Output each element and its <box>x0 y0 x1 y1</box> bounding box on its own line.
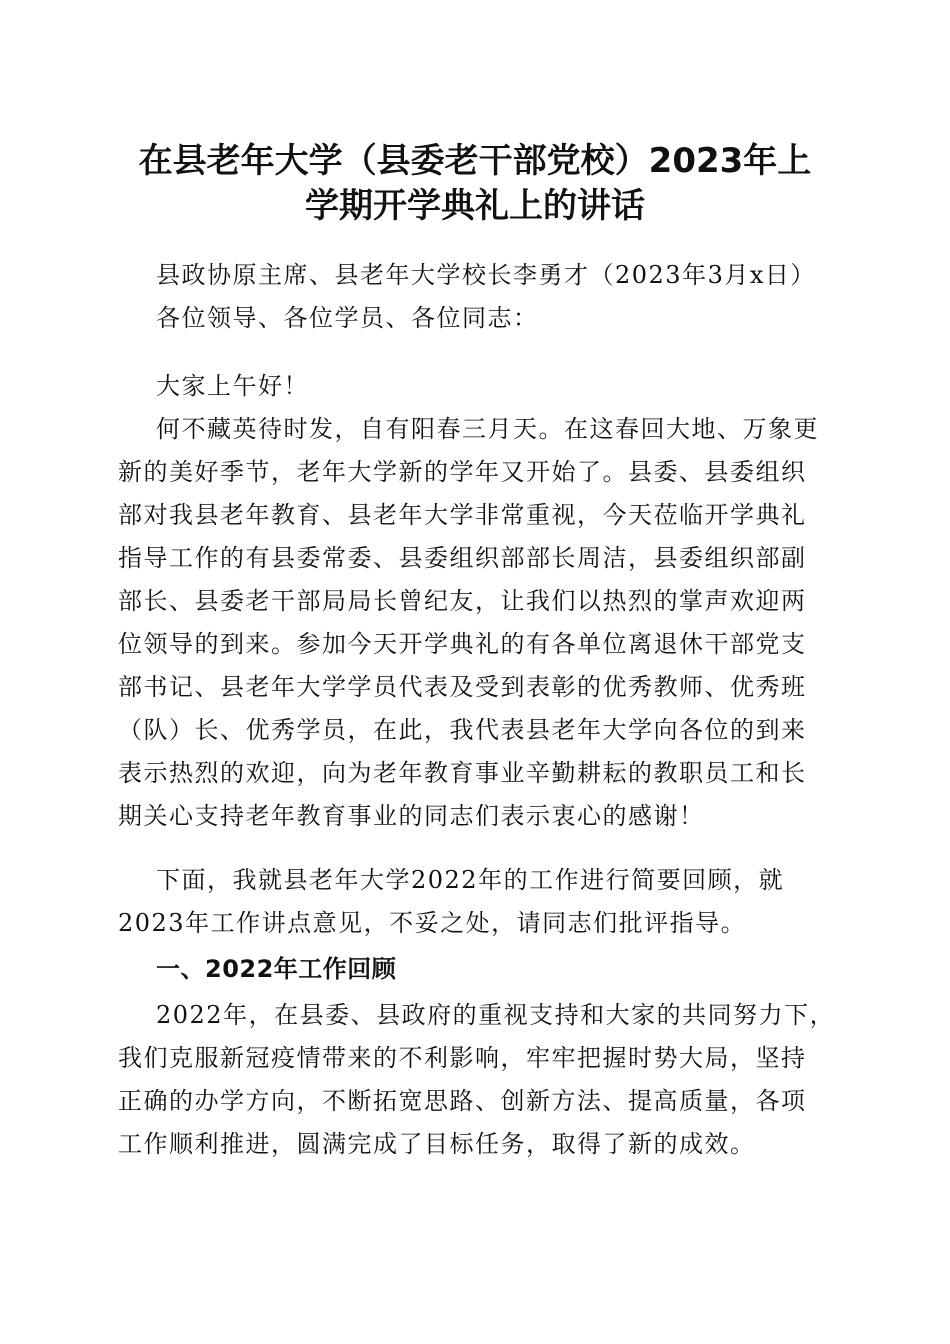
section-heading: 一、2022年工作回顾 <box>156 955 397 983</box>
paragraph-1-line: 期关心支持老年教育事业的同志们表示衷心的感谢！ <box>118 802 705 830</box>
speaker-line: 县政协原主席、县老年大学校长李勇才（2023年3月x日） <box>156 261 816 289</box>
paragraph-1-line: 部书记、县老年大学学员代表及受到表彰的优秀教师、优秀班 <box>118 673 807 701</box>
greeting-line: 大家上午好！ <box>156 372 309 400</box>
salutation-line: 各位领导、各位学员、各位同志： <box>156 304 539 332</box>
paragraph-1-line: 指导工作的有县委常委、县委组织部部长周洁，县委组织部副 <box>118 544 807 572</box>
paragraph-2-line: 下面，我就县老年大学2022年的工作进行简要回顾，就 <box>156 866 785 894</box>
paragraph-1-line: 部长、县委老干部局局长曾纪友，让我们以热烈的掌声欢迎两 <box>118 587 807 615</box>
paragraph-3-line: 我们克服新冠疫情带来的不利影响，牢牢把握时势大局，坚持 <box>118 1044 807 1072</box>
paragraph-1-line: 新的美好季节，老年大学新的学年又开始了。县委、县委组织 <box>118 458 807 486</box>
paragraph-1-line: 部对我县老年教育、县老年大学非常重视，今天莅临开学典礼 <box>118 501 807 529</box>
paragraph-1-line: （队）长、优秀学员，在此，我代表县老年大学向各位的到来 <box>118 716 807 744</box>
paragraph-3-line: 正确的办学方向，不断拓宽思路、创新方法、提高质量，各项 <box>118 1087 807 1115</box>
paragraph-1-line: 位领导的到来。参加今天开学典礼的有各单位离退休干部党支 <box>118 630 807 658</box>
paragraph-2-line: 2023年工作讲点意见，不妥之处，请同志们批评指导。 <box>118 909 747 937</box>
paragraph-3-line: 工作顺利推进，圆满完成了目标任务，取得了新的成效。 <box>118 1130 756 1158</box>
title-line-1: 在县老年大学（县委老干部党校）2023年上 <box>138 141 812 181</box>
paragraph-1-line: 何不藏英待时发，自有阳春三月天。在这春回大地、万象更 <box>156 415 819 443</box>
paragraph-3-line: 2022年，在县委、县政府的重视支持和大家的共同努力下， <box>156 1001 836 1029</box>
title-line-2: 学期开学典礼上的讲话 <box>305 186 645 226</box>
paragraph-1-line: 表示热烈的欢迎，向为老年教育事业辛勤耕耘的教职员工和长 <box>118 759 807 787</box>
